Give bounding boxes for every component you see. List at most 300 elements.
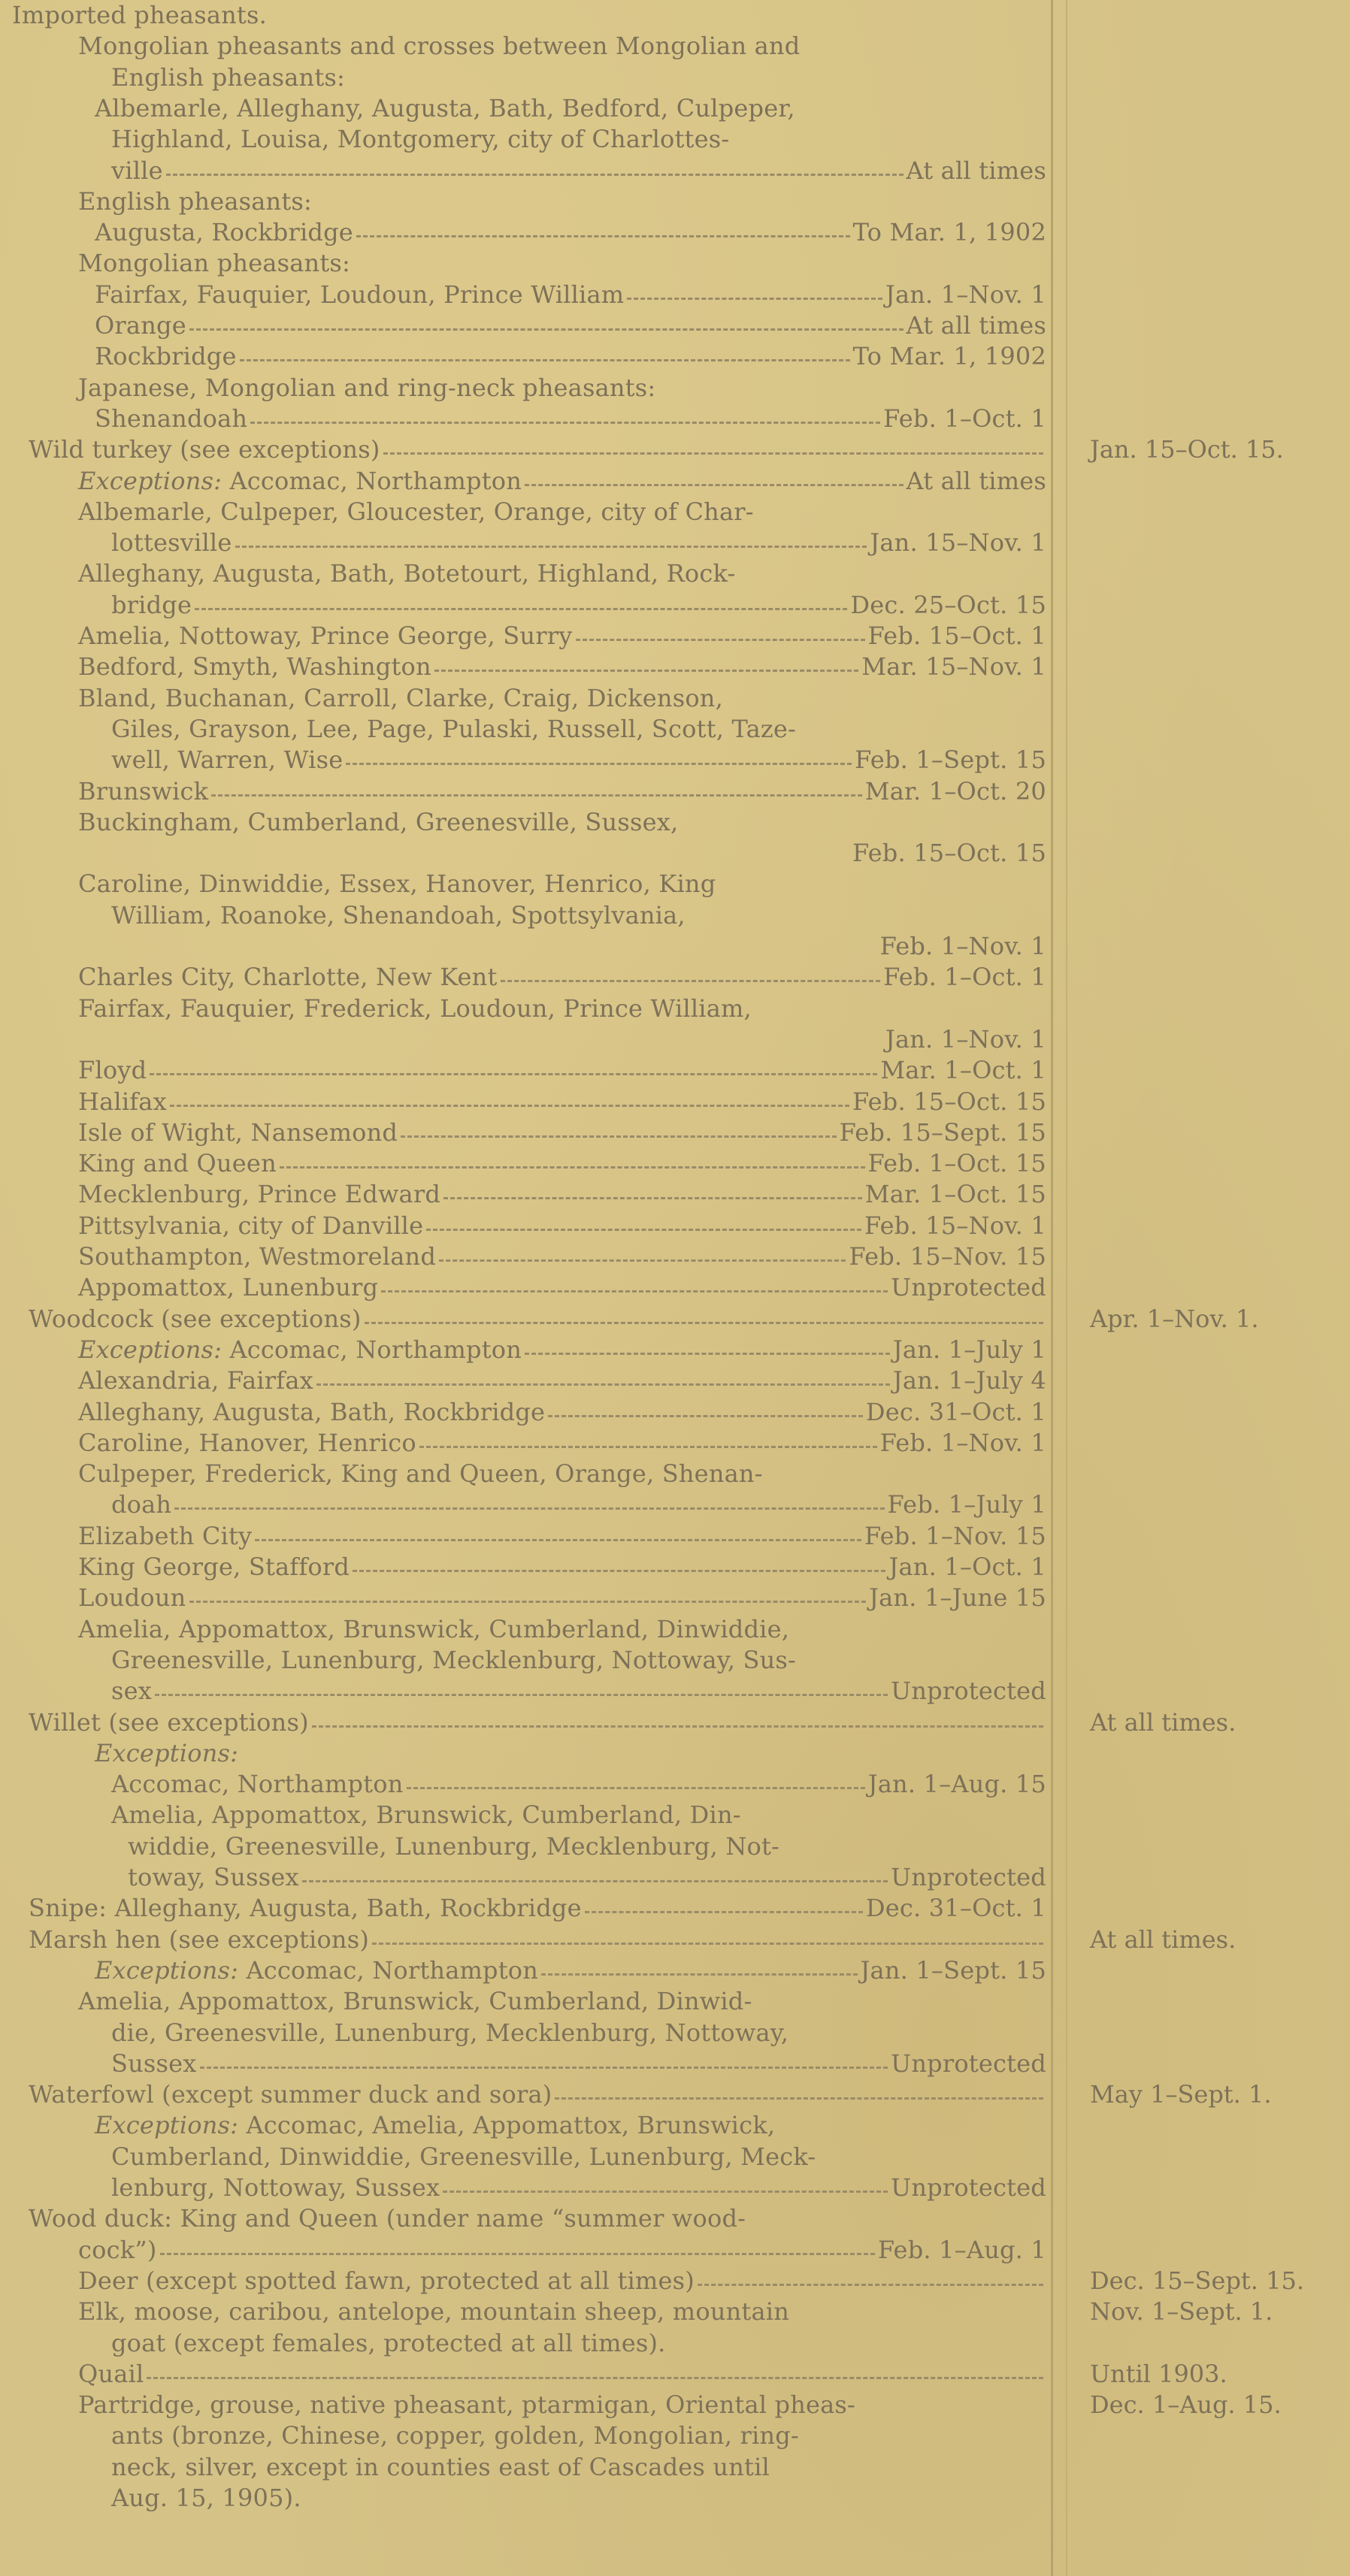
- row-label: Alleghany, Augusta, Bath, Rockbridge: [78, 1397, 546, 1426]
- row-county-season: Unprotected: [891, 1273, 1046, 1302]
- table-row: [0, 1272, 1350, 1302]
- row-county-season: Feb. 1–Nov. 1: [879, 932, 1046, 960]
- row-county-season: Feb. 1–Nov. 1: [879, 1428, 1046, 1457]
- row-county-season: Feb. 1–Nov. 15: [864, 1521, 1046, 1550]
- dot-leader: [353, 1568, 885, 1572]
- row-left-cell: [111, 714, 1046, 744]
- row-county-season: Jan. 1–Oct. 1: [888, 1553, 1046, 1581]
- row-label: Bedford, Smyth, Washington: [78, 652, 431, 682]
- row-label: Cumberland, Dinwiddie, Greenesville, Lunenburg, Meck-: [111, 2142, 816, 2171]
- row-left-cell: [95, 341, 1046, 371]
- row-county-season: Jan. 15–Nov. 1: [870, 528, 1046, 558]
- table-row: [0, 776, 1350, 806]
- table-row: [0, 2110, 1350, 2140]
- row-county-season: Jan. 1–Nov. 1: [885, 280, 1046, 309]
- row-county-season: Feb. 1–Aug. 1: [877, 2235, 1046, 2264]
- row-county-season: Unprotected: [891, 1863, 1046, 1891]
- row-label: lenburg, Nottoway, Sussex: [111, 2173, 440, 2202]
- row-left-cell: [78, 1148, 1046, 1178]
- table-row: [0, 310, 1350, 340]
- row-county-season: Feb. 15–Oct. 1: [867, 621, 1046, 650]
- dot-leader: [426, 1226, 861, 1231]
- row-left-cell: [78, 248, 1046, 278]
- row-label: Alleghany, Augusta, Bath, Botetourt, Highland, Rock-: [78, 559, 736, 588]
- row-left-cell: [95, 217, 1046, 247]
- row-county-season: Jan. 1–June 15: [869, 1583, 1046, 1613]
- row-left-cell: [12, 0, 1046, 30]
- row-left-cell: [78, 1521, 1046, 1551]
- dot-leader: [698, 2281, 1043, 2286]
- row-county-season: Dec. 31–Oct. 1: [865, 1397, 1046, 1426]
- table-row: [0, 2390, 1350, 2420]
- table-row: [0, 2142, 1350, 2172]
- dot-leader: [443, 2188, 888, 2193]
- dot-leader: [166, 171, 904, 176]
- row-left-cell: [111, 62, 1046, 92]
- row-left-cell: [111, 590, 1046, 620]
- row-label: Amelia, Appomattox, Brunswick, Cumberland, Dinwiddie,: [78, 1614, 790, 1643]
- row-left-cell: [78, 807, 1046, 837]
- row-general-season: Jan. 15–Oct. 15.: [1090, 435, 1284, 464]
- dot-leader: [576, 636, 865, 641]
- table-row: [0, 931, 1350, 961]
- row-label: Buckingham, Cumberland, Greenesville, Sussex,: [78, 807, 679, 836]
- dot-leader: [365, 1320, 1043, 1324]
- row-left-cell: [78, 652, 1046, 682]
- table-row: [0, 1335, 1350, 1365]
- table-row: [0, 1986, 1350, 2016]
- dot-leader: [189, 326, 904, 331]
- dot-leader: [255, 1537, 861, 1541]
- dot-leader: [627, 295, 882, 300]
- table-row: [0, 1024, 1350, 1054]
- dot-leader: [407, 1785, 865, 1789]
- row-label: Caroline, Hanover, Henrico: [78, 1428, 416, 1457]
- row-label: Quail: [78, 2359, 144, 2388]
- row-left-cell: [111, 2328, 1046, 2358]
- row-label: Highland, Louisa, Montgomery, city of Charlottes-: [111, 125, 730, 154]
- row-label: Brunswick: [78, 776, 209, 806]
- row-left-cell: [111, 1800, 1046, 1830]
- dot-leader: [356, 233, 850, 237]
- dot-leader: [401, 1133, 836, 1138]
- row-left-cell: [95, 93, 1046, 123]
- table-row: [0, 497, 1350, 527]
- table-row: [0, 1304, 1350, 1334]
- row-label: Amelia, Appomattox, Brunswick, Cumberland, Din-: [111, 1800, 741, 1830]
- row-left-cell: [78, 1211, 1046, 1241]
- dot-leader: [525, 1350, 890, 1355]
- row-left-cell: [111, 2048, 1046, 2079]
- row-label: Elizabeth City: [78, 1521, 253, 1550]
- row-left-cell: [29, 1893, 1046, 1923]
- table-row: [0, 2328, 1350, 2358]
- row-label: Augusta, Rockbridge: [95, 218, 353, 247]
- table-row: [0, 1707, 1350, 1737]
- table-row: [0, 1800, 1350, 1830]
- row-left-cell: [78, 1986, 1046, 2016]
- table-row: [0, 2018, 1350, 2048]
- exceptions-label: Exceptions:: [95, 2111, 239, 2140]
- row-left-cell: [111, 2452, 1046, 2482]
- row-left-cell: [128, 1862, 1046, 1892]
- row-left-cell: [111, 1769, 1046, 1799]
- row-left-cell: [78, 1055, 1046, 1085]
- dot-leader: [585, 1909, 863, 1913]
- table-row: [0, 31, 1350, 61]
- row-label: lottesville: [111, 528, 232, 558]
- dot-leader: [200, 2064, 888, 2069]
- row-left-cell: [29, 1707, 1046, 1737]
- table-row: [0, 1738, 1350, 1768]
- row-label: Halifax: [78, 1087, 167, 1116]
- dot-leader: [155, 1692, 888, 1696]
- table-row: [0, 621, 1350, 651]
- dot-leader: [548, 1413, 863, 1417]
- table-row: [0, 2203, 1350, 2233]
- exceptions-label: Exceptions:: [95, 1955, 239, 1985]
- row-left-cell: [29, 2203, 1046, 2233]
- table-row: [0, 1862, 1350, 1892]
- row-label: Mongolian pheasants:: [78, 249, 350, 278]
- table-row: [0, 1087, 1350, 1117]
- row-county-season: At all times: [906, 156, 1046, 185]
- row-left-cell: [78, 776, 1046, 806]
- row-left-cell: [78, 1428, 1046, 1458]
- dot-leader: [235, 543, 867, 548]
- dot-leader: [147, 2375, 1043, 2379]
- row-label: Imported pheasants.: [12, 1, 267, 29]
- row-left-cell: [78, 2359, 1046, 2389]
- row-left-cell: [111, 1645, 1046, 1675]
- row-county-season: Feb. 1–Oct. 1: [883, 963, 1046, 992]
- row-left-cell: [78, 931, 1046, 961]
- table-row: [0, 558, 1350, 588]
- row-left-cell: [78, 497, 1046, 527]
- row-county-season: Feb. 1–Oct. 15: [867, 1149, 1046, 1178]
- dot-leader: [302, 1878, 888, 1882]
- table-row: [0, 186, 1350, 216]
- row-label: English pheasants:: [78, 186, 313, 216]
- row-label: Japanese, Mongolian and ring-neck pheasants:: [78, 373, 656, 402]
- table-row: [0, 1428, 1350, 1458]
- row-label: Exceptions: Accomac, Northampton: [78, 1335, 522, 1364]
- table-row: [0, 2296, 1350, 2327]
- table-row: [0, 1955, 1350, 1985]
- row-left-cell: [78, 1087, 1046, 1117]
- row-left-cell: [111, 528, 1046, 558]
- dot-leader: [383, 450, 1043, 455]
- row-left-cell: [95, 310, 1046, 340]
- table-row: [0, 1831, 1350, 1861]
- row-label: toway, Sussex: [128, 1863, 299, 1891]
- row-county-season: Jan. 1–Sept. 15: [860, 1955, 1046, 1985]
- table-row: [0, 1924, 1350, 1955]
- row-left-cell: [111, 2142, 1046, 2172]
- row-left-cell: [78, 1583, 1046, 1613]
- table-row: [0, 1397, 1350, 1427]
- table-row: [0, 404, 1350, 434]
- row-label: Shenandoah: [95, 404, 248, 433]
- table-row: [0, 528, 1350, 558]
- table-row: [0, 683, 1350, 713]
- row-county-season: At all times: [906, 311, 1046, 340]
- row-general-season: Dec. 1–Aug. 15.: [1090, 2390, 1282, 2420]
- row-left-cell: [29, 1924, 1046, 1955]
- table-row: [0, 1211, 1350, 1241]
- dot-leader: [443, 1195, 862, 1199]
- dot-leader: [189, 1598, 867, 1603]
- row-county-season: To Mar. 1, 1902: [852, 218, 1046, 247]
- row-left-cell: [29, 434, 1046, 464]
- row-left-cell: [78, 962, 1046, 992]
- row-general-season: Dec. 15–Sept. 15.: [1090, 2266, 1305, 2295]
- table-row: [0, 993, 1350, 1023]
- row-label: Fairfax, Fauquier, Frederick, Loudoun, Prince William,: [78, 993, 752, 1023]
- row-left-cell: [111, 900, 1046, 930]
- table-row: [0, 1893, 1350, 1923]
- row-left-cell: [29, 1304, 1046, 1334]
- row-general-season: Until 1903.: [1090, 2359, 1227, 2388]
- row-label: ville: [111, 156, 163, 185]
- row-left-cell: [78, 869, 1046, 899]
- dot-leader: [419, 1444, 877, 1448]
- row-county-season: Feb. 15–Nov. 1: [864, 1211, 1046, 1240]
- table-row: [0, 1614, 1350, 1644]
- row-left-cell: [78, 1365, 1046, 1395]
- table-row: [0, 280, 1350, 310]
- row-label: King George, Stafford: [78, 1553, 350, 1581]
- dot-leader: [312, 1723, 1043, 1728]
- row-label: Loudoun: [78, 1583, 186, 1613]
- table-row: [0, 962, 1350, 992]
- row-general-season: Nov. 1–Sept. 1.: [1090, 2297, 1273, 2327]
- row-left-cell: [78, 558, 1046, 588]
- row-left-cell: [78, 1179, 1046, 1209]
- row-left-cell: [78, 1459, 1046, 1489]
- dot-leader: [211, 792, 862, 797]
- table-row: [0, 1117, 1350, 1147]
- row-county-season: Dec. 25–Oct. 15: [850, 590, 1046, 619]
- row-left-cell: [95, 1955, 1046, 1985]
- row-label: Mongolian pheasants and crosses between Mongolian and: [78, 32, 801, 61]
- row-left-cell: [78, 1614, 1046, 1644]
- row-left-cell: [111, 124, 1046, 154]
- table-row: [0, 1583, 1350, 1613]
- table-row: [0, 93, 1350, 123]
- row-label: [95, 1738, 238, 1768]
- row-left-cell: [78, 373, 1046, 403]
- row-county-season: Mar. 1–Oct. 1: [880, 1056, 1046, 1085]
- row-left-cell: [29, 2079, 1046, 2109]
- table-row: [0, 900, 1350, 930]
- table-row: [0, 2079, 1350, 2109]
- dot-leader: [160, 2251, 875, 2255]
- table-row: [0, 248, 1350, 278]
- dot-leader: [525, 482, 903, 486]
- row-label: Elk, moose, caribou, antelope, mountain sheep, mountain: [78, 2297, 790, 2327]
- dot-leader: [439, 1257, 846, 1262]
- row-county-season: Feb. 1–Sept. 15: [855, 745, 1046, 775]
- row-general-season: Apr. 1–Nov. 1.: [1090, 1304, 1259, 1333]
- table-row: [0, 0, 1350, 30]
- row-label: William, Roanoke, Shenandoah, Spottsylvania,: [111, 900, 686, 930]
- row-label: Deer (except spotted fawn, protected at all times): [78, 2266, 695, 2295]
- row-label: Floyd: [78, 1056, 147, 1085]
- table-row: [0, 62, 1350, 92]
- dot-leader: [346, 760, 852, 765]
- row-left-cell: [111, 745, 1046, 775]
- dot-leader: [174, 1505, 884, 1510]
- row-label: bridge: [111, 590, 192, 619]
- row-label: goat (except females, protected at all times).: [111, 2328, 666, 2357]
- row-label: King and Queen: [78, 1149, 277, 1178]
- table-row: [0, 156, 1350, 186]
- row-left-cell: [78, 186, 1046, 216]
- row-label: Exceptions: Accomac, Northampton: [78, 466, 522, 495]
- row-county-season: At all times: [906, 466, 1046, 495]
- dot-leader: [280, 1164, 865, 1169]
- row-county-season: Feb. 1–July 1: [887, 1490, 1046, 1519]
- row-label: Rockbridge: [95, 342, 237, 371]
- row-left-cell: [78, 31, 1046, 61]
- dot-leader: [434, 667, 858, 672]
- table-row: [0, 1552, 1350, 1582]
- row-label: English pheasants:: [111, 62, 346, 92]
- table-row: [0, 2048, 1350, 2079]
- row-general-season: At all times.: [1090, 1707, 1236, 1737]
- row-label: Partridge, grouse, native pheasant, ptarmigan, Oriental pheas-: [78, 2390, 856, 2420]
- row-label: Amelia, Appomattox, Brunswick, Cumberland, Dinwid-: [78, 1987, 752, 2016]
- row-county-season: To Mar. 1, 1902: [852, 342, 1046, 371]
- row-label: Southampton, Westmoreland: [78, 1242, 436, 1271]
- exceptions-label: Exceptions:: [95, 1738, 239, 1767]
- row-label: Snipe: Alleghany, Augusta, Bath, Rockbridge: [29, 1894, 582, 1923]
- row-left-cell: [78, 1335, 1046, 1365]
- row-left-cell: [111, 2172, 1046, 2203]
- row-county-season: Jan. 1–July 4: [892, 1366, 1046, 1395]
- row-label: Albemarle, Culpeper, Gloucester, Orange, city of Char-: [78, 497, 754, 526]
- row-label: Aug. 15, 1905).: [111, 2484, 301, 2512]
- row-general-season: At all times.: [1090, 1924, 1236, 1954]
- row-general-season: May 1–Sept. 1.: [1090, 2080, 1272, 2109]
- row-label: Isle of Wight, Nansemond: [78, 1117, 398, 1147]
- dot-leader: [195, 606, 847, 610]
- table-row: [0, 1769, 1350, 1799]
- table-row: [0, 1148, 1350, 1178]
- row-left-cell: [78, 1117, 1046, 1147]
- row-label: Fairfax, Fauquier, Loudoun, Prince William: [95, 280, 625, 309]
- row-label: Exceptions: Accomac, Amelia, Appomattox, Brunswick,: [95, 2111, 776, 2140]
- dot-leader: [150, 1071, 877, 1075]
- row-label: Willet (see exceptions): [29, 1707, 309, 1737]
- row-county-season: Jan. 1–Nov. 1: [885, 1024, 1046, 1054]
- table-row: [0, 1645, 1350, 1675]
- row-label: Appomattox, Lunenburg: [78, 1273, 379, 1302]
- row-label: Culpeper, Frederick, King and Queen, Orange, Shenan-: [78, 1459, 763, 1489]
- row-left-cell: [78, 1397, 1046, 1427]
- row-label: Caroline, Dinwiddie, Essex, Hanover, Henrico, King: [78, 869, 716, 899]
- table-row: [0, 869, 1350, 899]
- row-left-cell: [95, 280, 1046, 310]
- table-row: [0, 1521, 1350, 1551]
- row-left-cell: [78, 2235, 1046, 2265]
- row-county-season: Feb. 15–Oct. 15: [852, 839, 1046, 868]
- row-county-season: Dec. 31–Oct. 1: [865, 1894, 1046, 1923]
- row-label: well, Warren, Wise: [111, 745, 344, 775]
- table-row: [0, 652, 1350, 682]
- table-row: [0, 434, 1350, 464]
- table-row: [0, 341, 1350, 371]
- row-label: widdie, Greenesville, Lunenburg, Mecklenburg, Not-: [128, 1831, 780, 1861]
- row-label: Wild turkey (see exceptions): [29, 435, 380, 464]
- row-county-season: Unprotected: [891, 2173, 1046, 2202]
- table-row: [0, 1365, 1350, 1395]
- row-county-season: Feb. 15–Nov. 15: [849, 1242, 1046, 1271]
- row-left-cell: [95, 1738, 1046, 1768]
- row-label: Pittsylvania, city of Danville: [78, 1211, 424, 1240]
- row-label: Alexandria, Fairfax: [78, 1366, 313, 1395]
- row-label: Mecklenburg, Prince Edward: [78, 1180, 441, 1209]
- row-label: doah: [111, 1490, 172, 1519]
- row-label: Sussex: [111, 2048, 197, 2078]
- row-left-cell: [78, 621, 1046, 651]
- row-label: Bland, Buchanan, Carroll, Clarke, Craig, Dickenson,: [78, 683, 723, 712]
- row-left-cell: [78, 1241, 1046, 1271]
- table-row: [0, 838, 1350, 868]
- exceptions-label: Exceptions:: [78, 1335, 222, 1364]
- row-label: Amelia, Nottoway, Prince George, Surry: [78, 621, 573, 650]
- row-left-cell: [78, 1024, 1046, 1054]
- exceptions-label: Exceptions:: [78, 466, 222, 495]
- table-row: [0, 1055, 1350, 1085]
- row-left-cell: [78, 466, 1046, 496]
- row-label: Woodcock (see exceptions): [29, 1304, 362, 1333]
- row-label: sex: [111, 1677, 153, 1706]
- row-label: Albemarle, Alleghany, Augusta, Bath, Bedford, Culpeper,: [95, 93, 795, 122]
- row-left-cell: [78, 683, 1046, 713]
- row-label: Exceptions: Accomac, Northampton: [95, 1955, 539, 1985]
- table-row: [0, 1676, 1350, 1706]
- row-county-season: Unprotected: [891, 2048, 1046, 2078]
- table-row: [0, 2266, 1350, 2296]
- table-row: [0, 2359, 1350, 2389]
- row-left-cell: [78, 2296, 1046, 2327]
- dot-leader: [555, 2095, 1043, 2100]
- table-row: [0, 217, 1350, 247]
- row-label: Charles City, Charlotte, New Kent: [78, 963, 498, 992]
- table-row: [0, 1241, 1350, 1271]
- row-left-cell: [78, 2266, 1046, 2296]
- row-left-cell: [78, 1272, 1046, 1302]
- row-label: Orange: [95, 311, 186, 340]
- dot-leader: [170, 1102, 849, 1107]
- row-county-season: Unprotected: [891, 1677, 1046, 1706]
- table-row: [0, 373, 1350, 403]
- table-row: [0, 1459, 1350, 1489]
- row-county-season: Feb. 1–Oct. 1: [883, 404, 1046, 433]
- row-county-season: Jan. 1–July 1: [892, 1335, 1046, 1364]
- table-row: [0, 2452, 1350, 2482]
- row-left-cell: [78, 993, 1046, 1023]
- dot-leader: [372, 1940, 1043, 1945]
- row-label: cock”): [78, 2235, 157, 2264]
- row-county-season: Jan. 1–Aug. 15: [867, 1770, 1046, 1799]
- table-row: [0, 124, 1350, 154]
- row-county-season: Mar. 1–Oct. 15: [864, 1180, 1046, 1209]
- dot-leader: [381, 1288, 888, 1293]
- row-county-season: Mar. 15–Nov. 1: [861, 652, 1046, 682]
